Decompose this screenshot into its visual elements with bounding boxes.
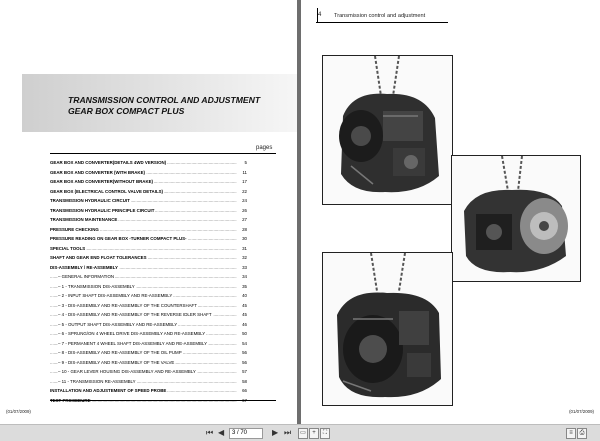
toc-entry[interactable] — [50, 348, 247, 358]
gearbox-photo — [322, 252, 453, 406]
first-page-button[interactable]: ⏮ — [206, 428, 214, 437]
chapter-number: 4 — [318, 12, 322, 18]
toc-entry-title: – 3 - DIS-ASSEMBLY AND RE-ASSEMBLY OF THE COUNTERSHAFT — [58, 302, 197, 308]
gearbox-photo — [451, 155, 581, 282]
toc-entry-page: 40 — [241, 291, 247, 301]
toc-entry-page: 56 — [241, 348, 247, 358]
right-page — [301, 0, 600, 424]
page-date: (01/07/2009) — [6, 409, 31, 414]
toc-entry[interactable] — [50, 291, 247, 301]
viewer-toolbar — [0, 424, 600, 441]
toc-entry[interactable] — [50, 187, 247, 197]
toc-entry-page: 50 — [241, 329, 247, 339]
toc-entry[interactable] — [50, 263, 247, 273]
settings-icon[interactable]: ≡ — [566, 428, 576, 439]
toc-entry-title: PRESSURE READING ON GEAR BOX -TURNER COMPACT PLUS- — [50, 236, 187, 241]
document-subtitle: GEAR BOX COMPACT PLUS — [68, 106, 185, 116]
toc-entry[interactable] — [50, 282, 247, 292]
fit-page-icon[interactable]: ▭ — [298, 428, 308, 439]
toc-entry-title: TRANSMISSION HYDRAULIC CIRCUIT — [50, 198, 130, 203]
document-title: TRANSMISSION CONTROL AND ADJUSTMENT — [68, 95, 261, 105]
header-rule-vertical — [317, 8, 318, 23]
left-page — [0, 0, 297, 424]
divider — [50, 400, 276, 401]
toc-entry-page: 24 — [241, 196, 247, 206]
toc-entry-title: GEAR BOX AND CONVERTER(DETAILS 4WD VERSION) — [50, 160, 167, 165]
divider — [50, 153, 276, 154]
print-icon[interactable]: ⎙ — [577, 428, 587, 439]
toc-entry[interactable] — [50, 253, 247, 263]
next-page-button[interactable]: ▶ — [272, 428, 279, 437]
toc-entry-page: 31 — [241, 244, 247, 254]
toc-entry-page: 11 — [241, 168, 247, 178]
toc-entry[interactable] — [50, 215, 247, 225]
toc-entry-page: 66 — [241, 386, 247, 396]
last-page-button[interactable]: ⏭ — [284, 428, 292, 437]
toc-entry-page: 45 — [241, 310, 247, 320]
header-rule — [316, 22, 448, 23]
toc-entry-title: SPECIAL TOOLS — [50, 245, 86, 251]
pages-label: pages — [256, 145, 273, 151]
page-date: (01/07/2009) — [569, 409, 594, 414]
toc-entry-title: – 5 - OUTPUT SHAFT DIS-ASSEMBLY AND RE-ASSEMBLY — [58, 321, 178, 327]
zoom-icon[interactable]: + — [309, 428, 319, 439]
toc-entry-page: 32 — [241, 253, 247, 263]
previous-page-button[interactable]: ◀ — [218, 428, 225, 437]
toc-entry-title: – GENERAL INFORMATION — [58, 274, 115, 279]
toc-entry-page: 27 — [241, 215, 247, 225]
toc-entry-page: 58 — [241, 377, 247, 387]
toc-entry-page: 54 — [241, 339, 247, 349]
toc-entry-page: 56 — [241, 358, 247, 368]
toc-entry[interactable] — [50, 225, 247, 235]
toc-entry-page: 30 — [241, 234, 247, 244]
toc-entry-title: INSTALLATION AND ADJUSTEMENT OF SPEED PROBE — [50, 388, 167, 393]
table-of-contents — [50, 158, 247, 405]
page-number-input[interactable]: 3 / 70 — [229, 428, 263, 439]
toc-entry-page: 22 — [241, 187, 247, 197]
toc-entry-page: 26 — [241, 206, 247, 216]
toc-entry-page: 34 — [241, 272, 247, 282]
toc-entry[interactable] — [50, 377, 247, 387]
toc-entry[interactable] — [50, 310, 247, 320]
toc-entry-title: SHAFT AND GEAR END FLOAT TOLERANCES — [50, 255, 147, 260]
toc-entry-page: 28 — [241, 225, 247, 235]
toc-entry-title: – 11 - TRANSMISSION RE-ASSEMBLY — [58, 378, 136, 384]
toc-entry[interactable] — [50, 367, 247, 377]
toc-entry-page: 17 — [241, 177, 247, 187]
toc-entry-page: 5 — [244, 158, 247, 168]
toc-entry-title: – 9 - DIS-ASSEMBLY AND RE-ASSEMBLY OF THE VALVE — [58, 359, 175, 365]
toc-entry-title: TRANSMISSION HYDRAULIC PRINCIPLE CIRCUIT — [50, 207, 155, 213]
toc-entry-title: GEAR BOX AND CONVERTER (WITH BRAKE) — [50, 169, 145, 175]
toc-entry[interactable] — [50, 329, 247, 339]
page-header: Transmission control and adjustment — [334, 13, 426, 19]
toc-entry-page: 35 — [241, 282, 247, 292]
toc-entry-page: 45 — [241, 301, 247, 311]
toc-entry[interactable] — [50, 301, 247, 311]
toc-entry[interactable] — [50, 177, 247, 187]
toc-entry-page: 46 — [241, 320, 247, 330]
toc-entry[interactable] — [50, 358, 247, 368]
toc-entry-title: PRESSURE CHECKING — [50, 226, 99, 232]
toc-entry[interactable] — [50, 158, 247, 168]
toc-entry[interactable] — [50, 206, 247, 216]
toc-entry-title: – 6 - SPRUNG/ON 4 WHEEL DRIVE DIS-ASSEMBLY AND RE-ASSEMBLY — [58, 331, 206, 336]
toc-entry-page: 33 — [241, 263, 247, 273]
toc-entry-title: – 7 - PERMANENT 4 WHEEL SHAFT DIS-ASSEMBLY AND RE-ASSEMBLY — [58, 340, 207, 346]
toc-entry[interactable] — [50, 196, 247, 206]
toc-entry-title: – 2 - INPUT SHAFT DIS-ASSEMBLY AND RE-ASSEMBLY — [58, 293, 173, 298]
toc-entry[interactable] — [50, 244, 247, 254]
toc-entry-title: – 10 - GEAR LEVER HOUSING DIS-ASSEMBLY AND RE-ASSEMBLY — [58, 369, 196, 374]
toc-entry-title: – 4 - DIS-ASSEMBLY AND RE-ASSEMBLY OF THE REVERSE IDLER SHAFT — [58, 312, 212, 317]
toc-entry-page: 57 — [241, 367, 247, 377]
toc-entry-title: – 8 - DIS-ASSEMBLY AND RE-ASSEMBLY OF THE OIL PUMP — [58, 350, 182, 355]
toc-entry-title: DIS-ASSEMBLY / RE-ASSEMBLY — [50, 264, 118, 270]
toc-entry[interactable] — [50, 339, 247, 349]
toc-entry[interactable] — [50, 234, 247, 244]
toc-entry-title: GEAR BOX AND CONVERTER(WITHOUT BRAKE) — [50, 179, 154, 184]
fullscreen-icon[interactable]: ⛶ — [320, 428, 330, 439]
toc-entry[interactable] — [50, 386, 247, 396]
toc-entry-title: – 1 - TRANSMISSION DIS-ASSEMBLY — [58, 283, 135, 289]
toc-entry-title: GEAR BOX (ELECTRICAL CONTROL VALVE DETAILS) — [50, 188, 164, 194]
toc-entry[interactable] — [50, 272, 247, 282]
toc-entry-title: TRANSMISSION MAINTENANCE — [50, 217, 118, 222]
gearbox-photo — [322, 55, 453, 205]
toc-entry[interactable] — [50, 168, 247, 178]
toc-entry[interactable] — [50, 320, 247, 330]
